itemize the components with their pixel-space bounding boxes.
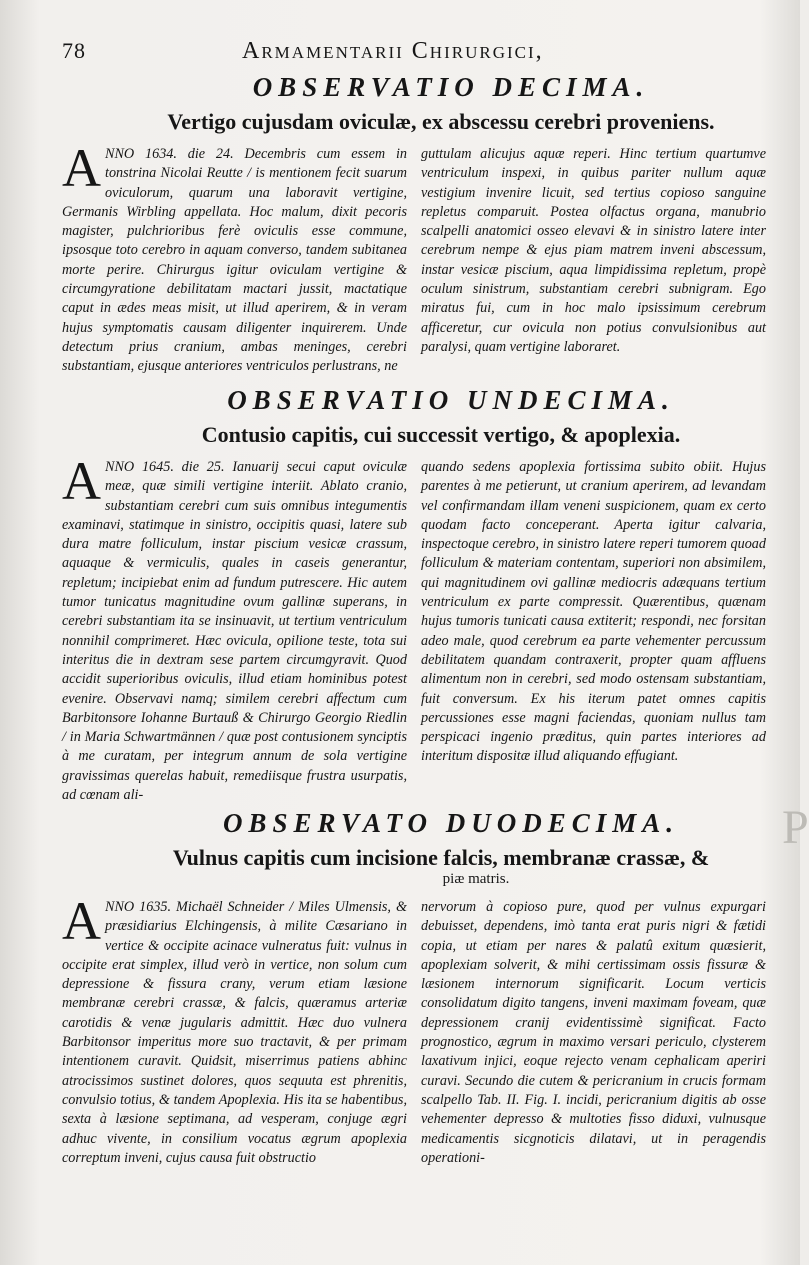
drop-cap: A: [62, 451, 101, 511]
drop-cap: A: [62, 891, 101, 951]
observation-12-body: [62, 891, 780, 1166]
right-column: [421, 898, 766, 1166]
paragraph: nervorum à copioso pure, quod per vulnus expurgari debuisset, dependens, imò tanta erat puris nigri & fætidi copia, ut etiam per nares & palatû exitum quæsierit, apoplexiam solverit, & mihi certissimam ossis fissuræ & læsionem internorum significarit. Locum verticis consolidatum digito tangens, inveni maximam foveam, quæ depressionem cranij evidentissimè significat. Facto prognostico, ægrum in maximo versari periculo, clysterem laxativum injici, eoque rejecto venam cephalicam aperiri curavi. Secundo die cutem & pericranium in crucis formam scalpello Tab. II. Fig. I. incidi, pericranium digitis ab osse vehementer depresso & multoties fisso diduxi, vulnusque medicamentis sicgnoticis dilatavi, ut in peragendis operationi-: [421, 899, 766, 1166]
right-column: [421, 145, 766, 385]
paragraph: NNO 1645. die 25. Ianuarij secui caput oviculæ meæ, quæ simili vertigine interiit. Ablato cranio, substantiam cerebri cum suis omnibus integumentis examinavi, statimque in sinistro, occipitis quasi, latere sub dura matre folliculum, instar piscium vesicæ crassum, aquaque & vermiculis, quales in caseis generantur, repletum; incipiebat enim ad fundum putrescere. Hic autem tumor tunicatus magnitudine ovum gallinæ superans, in cerebri substantiam ita se insinuavit, ut tertium ventriculum nonnihil comprimeret. Hæc ovicula, opilione teste, tota sui interitus die in dextram sese partem circumgyravit. Quod accidit superioribus oviculis, illud etiam hominibus potest evenire. Observavi namq; similem cerebri affectum cum Barbitonsore Iohanne Burtauß & Chirurgo Georgio Riedlin / in Maria Schwartmännen / quæ post contusionem synciptis à me curatam, per integrum annum de sola vertigine gravissimas querelas habuit, remediisque frustra usurpatis, ad cœnam ali-: [62, 459, 407, 804]
observation-10-title: OBSERVATIO DECIMA.: [252, 72, 650, 102]
observation-12-subtitle-cont: piæ matris.: [442, 871, 510, 887]
observation-11-subtitle: Contusio capitis, cui successit vertigo, & apoplexia.: [201, 422, 681, 447]
paragraph: quando sedens apoplexia fortissima subito obiit. Hujus parentes à me petierunt, ut cranium aperirem, ad levandam vel confirmandam illam veneni suspicionem, quam ex certo quodam facto conceperant. Aperta igitur calvaria, inspectoque cerebro, in sinistro latere reperi tumorem quoad folliculum & materiam contentam, superiori non absimilem, qui magnitudinem ovi gallinæ mediocris adæquans tertium ventriculum ex parte compressit. Quærentibus, quænam hujus tumoris tunicati causa extiterit; respondi, nec forsitan adeo male, quod cerebrum ea parte vehementer percussum debilitatem quandam contraxerit, propter quam affluens alimentum non in cerebri, sed modo ostensam substantiam, fuit conversum. Ex his iterum patet omnes capitis percussiones esse magni faciendas, quoniam nullus tam perspicaci ingenio præditus, quin partes interiores ad interitum dispositæ illud aliquando effugiant.: [421, 459, 766, 765]
paragraph: NNO 1635. Michaël Schneider / Miles Ulmensis, & præsidiarius Elchingensis, à milite Cæsariano in vertice & occipite acinace vulneratus fuit: vulnus in occipite erat simplex, illud verò in vertice, non solum cum depressione & fissura crany, verum etiam læsione membranæ cerebri crassæ, & falcis, quæramus arteriæ carotidis & venæ jugularis admittit. Hæc duo vulnera Barbitonsor imperitus more suo tractavit, & per primam intentionem curavit. Quidsit, miserrimus patiens abhinc atrocissimos sustinet dolores, quos sequuta est phrenitis, convulsio totius, & tandem Apoplexia. His ita se habentibus, sexta à læsione septimana, ad vesperam, conjuge ægri adhuc vivente, in consilium vocatus ægrum apoplexia correptum inveni, cujus causa fuit obstructio: [62, 899, 407, 1166]
observation-10-body: [62, 138, 780, 385]
observation-11-body: [62, 451, 780, 808]
observation-11-title: OBSERVATIO UNDECIMA.: [227, 385, 675, 415]
left-column: [62, 138, 407, 385]
right-column: [421, 458, 766, 808]
paragraph: guttulam alicujus aquæ reperi. Hinc tertium quartumve ventriculum inspexi, in quibus pariter nullum aquæ vestigium invenire licuit, sed tertius copioso sanguine repletus comparuit. Postea olfactus organa, manubrio scalpelli anatomici osseo elevavi & in sinistro latere inter cerebrum nempe & ejus piam matrem inveni abscessum, instar vesicæ piscium, aqua limpidissima repletum, propè oculum sinistrum, substantiam cerebri subnigram. Ego miratus fui, cum in hoc malo ipsissimum cerebrum afficeretur, cur ovicula non potius convulsionibus aut paralysi, quam vertigine laboraret.: [421, 146, 766, 355]
observation-12-title: OBSERVATO DUODECIMA.: [222, 808, 680, 838]
page-number: 78: [62, 38, 86, 63]
running-title: Armamentarii Chirurgici,: [242, 38, 544, 64]
observation-10-subtitle: Vertigo cujusdam oviculæ, ex abscessu cerebri proveniens.: [167, 109, 715, 134]
show-through-letter: P: [782, 801, 809, 854]
page-header: [62, 38, 780, 72]
paragraph: NNO 1634. die 24. Decembris cum essem in tonstrina Nicolai Reutte / is mentionem fecit suarum oviculorum, quarum una laboravit vertigine, Germanis Wirbling appellata. Hoc malum, dixit pecoris magister, pulchrioribus ferè oviculis esse commune, ipsosque toto cerebro in aquam converso, tandem subitanea morte perire. Chirurgus igitur oviculam vertigine & circumgyratione debilitatam mactari jussit, mactatique caput in ædes meas misit, ut illud aperirem, & in veram hujus symptomatis causam diligenter inquirerem. Unde detectum prius cranium, ambas meninges, cerebri substantiam, ejusque anteriores ventriculos perlustrans, ne: [62, 146, 407, 375]
drop-cap: A: [62, 138, 101, 198]
left-column: [62, 891, 407, 1166]
observation-12-subtitle: Vulnus capitis cum incisione falcis, membranæ crassæ, &: [172, 845, 710, 870]
left-column: [62, 451, 407, 808]
